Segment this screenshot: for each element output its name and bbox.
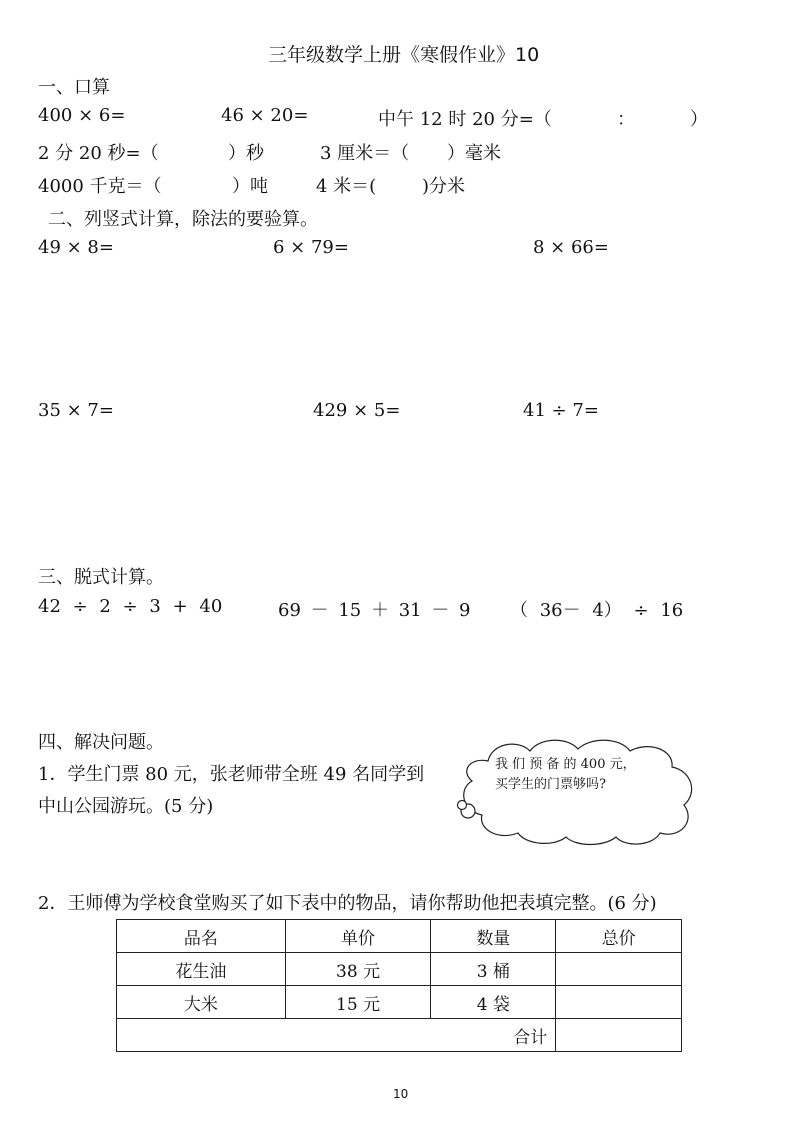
table-header-cell: 单价 <box>285 920 431 953</box>
table-header-cell: 总价 <box>556 920 682 953</box>
step-calc-item: （ 36－ 4） ÷ 16 <box>510 600 684 621</box>
vertical-calc-item: 41 ÷ 7= <box>523 400 599 421</box>
q1-item: ）吨 <box>232 176 268 197</box>
table-header-cell: 品名 <box>117 920 286 953</box>
vertical-calc-item: 429 × 5= <box>313 400 401 421</box>
table-cell: 花生油 <box>117 953 286 986</box>
table-cell-blank <box>556 1019 682 1052</box>
section2-heading: 二、列竖式计算，除法的要验算。 <box>48 209 318 230</box>
q1-item: )分米 <box>422 176 466 197</box>
section1-heading: 一、口算 <box>38 77 110 98</box>
table-row <box>117 953 682 986</box>
goods-table <box>116 919 682 1052</box>
q1-item: ） <box>690 109 708 130</box>
table-row <box>117 986 682 1019</box>
table-cell: 4 袋 <box>431 986 556 1019</box>
q1-item: 2 分 20 秒=（ <box>38 143 159 164</box>
vertical-calc-item: 35 × 7= <box>38 400 114 421</box>
q1-item: 3 厘米＝（ <box>320 143 410 164</box>
table-cell-blank <box>556 986 682 1019</box>
problem1-line: 1．学生门票 80 元，张老师带全班 49 名同学到 <box>38 764 425 785</box>
q1-item: ）毫米 <box>447 143 501 164</box>
step-calc-item: 69 － 15 ＋ 31 － 9 <box>278 600 471 621</box>
q1-item: 400 × 6= <box>38 105 126 126</box>
problem1-line: 中山公园游玩。(5 分) <box>38 796 214 817</box>
table-cell: 3 桶 <box>431 953 556 986</box>
table-header-cell: 数量 <box>431 920 556 953</box>
q1-item: 4 米＝( <box>316 176 377 197</box>
q1-item: ）秒 <box>228 143 264 164</box>
vertical-calc-item: 8 × 66= <box>533 237 609 258</box>
thought-bubble-text: 我 们 预 备 的 400 元，买学生的门票够吗? <box>495 757 636 792</box>
table-cell: 38 元 <box>285 953 431 986</box>
table-total-row <box>117 1019 682 1052</box>
vertical-calc-item: 49 × 8= <box>38 237 114 258</box>
table-cell: 15 元 <box>285 986 431 1019</box>
vertical-calc-item: 6 × 79= <box>273 237 349 258</box>
problem2-text: 2．王师傅为学校食堂购买了如下表中的物品，请你帮助他把表填完整。(6 分) <box>38 893 657 914</box>
total-label: 合计 <box>117 1019 556 1052</box>
q1-item: 4000 千克＝（ <box>38 176 162 197</box>
q1-item: 中午 12 时 20 分=（ <box>378 109 552 130</box>
table-header-row <box>117 920 682 953</box>
table-cell-blank <box>556 953 682 986</box>
q1-item: ： <box>617 109 635 130</box>
q1-item: 46 × 20= <box>221 105 309 126</box>
page-number: 10 <box>393 1087 409 1101</box>
page-title: 三年级数学上册《寒假作业》10 <box>268 44 540 66</box>
section4-heading: 四、解决问题。 <box>38 732 164 753</box>
step-calc-item: 42 ÷ 2 ÷ 3 + 40 <box>38 596 223 617</box>
table-cell: 大米 <box>117 986 286 1019</box>
section3-heading: 三、脱式计算。 <box>38 567 164 588</box>
